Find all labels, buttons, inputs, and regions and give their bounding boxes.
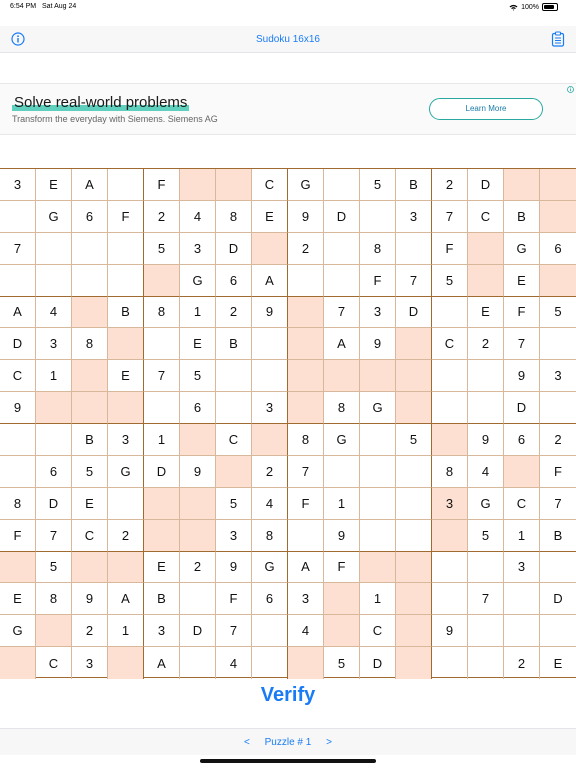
sudoku-cell[interactable]: E xyxy=(36,169,72,201)
sudoku-cell[interactable]: C xyxy=(468,201,504,233)
sudoku-cell[interactable]: F xyxy=(432,233,468,265)
sudoku-cell[interactable] xyxy=(396,360,432,392)
sudoku-cell[interactable] xyxy=(252,233,288,265)
sudoku-cell[interactable]: 4 xyxy=(252,488,288,520)
sudoku-cell[interactable] xyxy=(108,265,144,297)
sudoku-cell[interactable]: E xyxy=(180,328,216,360)
sudoku-cell[interactable]: 6 xyxy=(504,424,540,456)
sudoku-cell[interactable]: F xyxy=(216,583,252,615)
sudoku-cell[interactable]: 3 xyxy=(360,297,396,329)
sudoku-cell[interactable]: 5 xyxy=(540,297,576,329)
sudoku-cell[interactable]: 2 xyxy=(288,233,324,265)
sudoku-cell[interactable]: 4 xyxy=(216,647,252,679)
sudoku-cell[interactable] xyxy=(504,615,540,647)
sudoku-cell[interactable] xyxy=(36,424,72,456)
sudoku-cell[interactable] xyxy=(72,265,108,297)
sudoku-cell[interactable]: 2 xyxy=(144,201,180,233)
sudoku-cell[interactable]: 5 xyxy=(72,456,108,488)
sudoku-cell[interactable]: F xyxy=(144,169,180,201)
sudoku-cell[interactable] xyxy=(432,297,468,329)
sudoku-cell[interactable] xyxy=(432,424,468,456)
sudoku-cell[interactable]: 1 xyxy=(504,520,540,552)
sudoku-cell[interactable]: C xyxy=(504,488,540,520)
sudoku-cell[interactable] xyxy=(396,647,432,679)
sudoku-cell[interactable] xyxy=(396,520,432,552)
sudoku-cell[interactable]: 2 xyxy=(432,169,468,201)
sudoku-cell[interactable] xyxy=(180,488,216,520)
sudoku-cell[interactable]: A xyxy=(252,265,288,297)
sudoku-cell[interactable] xyxy=(180,169,216,201)
sudoku-cell[interactable] xyxy=(540,552,576,584)
sudoku-cell[interactable]: 1 xyxy=(360,583,396,615)
sudoku-cell[interactable] xyxy=(360,424,396,456)
battery-icon xyxy=(542,3,558,11)
sudoku-cell[interactable]: 2 xyxy=(540,424,576,456)
sudoku-cell[interactable]: 4 xyxy=(180,201,216,233)
sudoku-cell[interactable]: 9 xyxy=(504,360,540,392)
sudoku-cell[interactable] xyxy=(360,456,396,488)
sudoku-cell[interactable]: 7 xyxy=(0,233,36,265)
sudoku-cell[interactable]: E xyxy=(72,488,108,520)
sudoku-cell[interactable]: F xyxy=(324,552,360,584)
sudoku-cell[interactable] xyxy=(0,456,36,488)
sudoku-cell[interactable]: E xyxy=(0,583,36,615)
sudoku-cell[interactable] xyxy=(540,265,576,297)
sudoku-cell[interactable]: E xyxy=(553,655,563,671)
sudoku-cell[interactable] xyxy=(468,647,504,679)
sudoku-cell[interactable]: 5 xyxy=(216,488,252,520)
sudoku-cell[interactable] xyxy=(288,328,324,360)
sudoku-cell[interactable]: 9 xyxy=(432,615,468,647)
verify-button[interactable]: Verify xyxy=(260,684,316,706)
sudoku-cell[interactable] xyxy=(324,169,360,201)
sudoku-cell[interactable]: 3 xyxy=(432,488,468,520)
sudoku-cell[interactable] xyxy=(252,328,288,360)
sudoku-cell[interactable] xyxy=(396,233,432,265)
sudoku-cell[interactable]: E xyxy=(108,360,144,392)
sudoku-cell[interactable] xyxy=(216,456,252,488)
sudoku-cell[interactable]: D xyxy=(0,328,36,360)
ad-learn-more-button[interactable]: Learn More xyxy=(429,98,543,120)
sudoku-cell[interactable] xyxy=(288,360,324,392)
sudoku-cell[interactable]: D xyxy=(216,233,252,265)
sudoku-cell[interactable]: 3 xyxy=(252,392,288,424)
sudoku-cell[interactable]: 8 xyxy=(324,392,360,424)
sudoku-cell[interactable]: 9 xyxy=(0,392,36,424)
sudoku-cell[interactable] xyxy=(504,456,540,488)
status-bar xyxy=(0,0,576,14)
sudoku-cell[interactable]: F xyxy=(0,520,36,552)
sudoku-cell[interactable] xyxy=(324,456,360,488)
sudoku-cell[interactable]: 2 xyxy=(252,456,288,488)
sudoku-cell[interactable]: 5 xyxy=(180,360,216,392)
sudoku-cell[interactable]: 8 xyxy=(36,583,72,615)
sudoku-cell[interactable]: G xyxy=(252,552,288,584)
sudoku-cell[interactable]: 3 xyxy=(0,169,36,201)
sudoku-cell[interactable]: 8 xyxy=(0,488,36,520)
sudoku-cell[interactable]: C xyxy=(252,169,288,201)
sudoku-cell[interactable] xyxy=(72,392,108,424)
sudoku-cell[interactable]: 2 xyxy=(72,615,108,647)
sudoku-cell[interactable]: 5 xyxy=(432,265,468,297)
sudoku-cell[interactable]: 5 xyxy=(360,169,396,201)
sudoku-cell[interactable]: A xyxy=(72,169,108,201)
sudoku-cell[interactable] xyxy=(468,552,504,584)
sudoku-cell[interactable]: 3 xyxy=(396,201,432,233)
status-date: Sat Aug 24 xyxy=(42,3,77,10)
sudoku-cell[interactable]: 6 xyxy=(180,392,216,424)
sudoku-cell[interactable]: D xyxy=(504,392,540,424)
sudoku-cell[interactable] xyxy=(108,647,144,679)
status-right xyxy=(509,3,558,11)
sudoku-cell[interactable] xyxy=(216,392,252,424)
sudoku-cell[interactable]: D xyxy=(468,169,504,201)
sudoku-cell[interactable] xyxy=(180,520,216,552)
ad-subtitle: Transform the everyday with Siemens. Siemens AG xyxy=(12,114,218,124)
sudoku-cell[interactable] xyxy=(324,360,360,392)
sudoku-cell[interactable]: 5 xyxy=(324,647,360,679)
sudoku-cell[interactable]: C xyxy=(0,360,36,392)
sudoku-cell[interactable] xyxy=(288,265,324,297)
sudoku-cell[interactable]: D xyxy=(324,201,360,233)
sudoku-cell[interactable] xyxy=(288,392,324,424)
home-indicator xyxy=(200,759,376,763)
sudoku-cell[interactable] xyxy=(72,297,108,329)
sudoku-cell[interactable]: B xyxy=(72,424,108,456)
battery-percent: 100% xyxy=(521,3,539,11)
sudoku-cell[interactable] xyxy=(540,169,576,201)
sudoku-cell[interactable]: D xyxy=(36,488,72,520)
sudoku-cell[interactable] xyxy=(324,233,360,265)
sudoku-cell[interactable]: 5 xyxy=(36,552,72,584)
sudoku-cell[interactable] xyxy=(0,201,36,233)
sudoku-cell[interactable]: F xyxy=(108,201,144,233)
puzzle-nav xyxy=(0,737,576,748)
sudoku-cell[interactable]: F xyxy=(288,488,324,520)
sudoku-cell[interactable]: 3 xyxy=(180,233,216,265)
sudoku-cell[interactable] xyxy=(396,615,432,647)
sudoku-cell[interactable] xyxy=(108,233,144,265)
sudoku-cell[interactable]: 4 xyxy=(468,456,504,488)
sudoku-cell[interactable] xyxy=(108,488,144,520)
sudoku-cell[interactable]: C xyxy=(72,520,108,552)
sudoku-cell[interactable]: C xyxy=(36,647,72,679)
sudoku-cell[interactable] xyxy=(0,552,36,584)
sudoku-cell[interactable]: F xyxy=(540,456,576,488)
sudoku-cell[interactable]: 5 xyxy=(144,233,180,265)
sudoku-cell[interactable]: G xyxy=(0,615,36,647)
sudoku-cell[interactable] xyxy=(360,488,396,520)
sudoku-cell[interactable] xyxy=(0,647,36,679)
page-title: Sudoku 16x16 xyxy=(256,34,320,45)
sudoku-cell[interactable]: A xyxy=(288,552,324,584)
sudoku-cell[interactable] xyxy=(0,265,36,297)
sudoku-cell[interactable]: 9 xyxy=(288,201,324,233)
sudoku-cell[interactable] xyxy=(180,583,216,615)
wifi-icon xyxy=(509,4,518,11)
sudoku-cell[interactable]: 2 xyxy=(468,328,504,360)
sudoku-cell[interactable] xyxy=(324,265,360,297)
sudoku-cell[interactable] xyxy=(216,360,252,392)
sudoku-cell[interactable] xyxy=(396,328,432,360)
sudoku-cell[interactable]: G xyxy=(360,392,396,424)
sudoku-cell[interactable] xyxy=(396,392,432,424)
sudoku-cell[interactable]: C xyxy=(432,328,468,360)
sudoku-cell[interactable] xyxy=(144,328,180,360)
sudoku-cell[interactable] xyxy=(0,424,36,456)
sudoku-cell[interactable] xyxy=(360,201,396,233)
sudoku-cell[interactable]: G xyxy=(468,488,504,520)
sudoku-cell[interactable]: 7 xyxy=(324,297,360,329)
sudoku-cell[interactable] xyxy=(432,520,468,552)
sudoku-cell[interactable]: 9 xyxy=(324,520,360,552)
nav-bar xyxy=(0,26,576,53)
sudoku-cell[interactable] xyxy=(72,552,108,584)
sudoku-cell[interactable] xyxy=(504,169,540,201)
sudoku-cell[interactable]: 7 xyxy=(288,456,324,488)
sudoku-cell[interactable] xyxy=(360,360,396,392)
sudoku-cell[interactable]: 6 xyxy=(72,201,108,233)
sudoku-cell[interactable]: C xyxy=(216,424,252,456)
sudoku-cell[interactable]: 6 xyxy=(252,583,288,615)
sudoku-cell[interactable]: 3 xyxy=(216,520,252,552)
sudoku-cell[interactable]: 7 xyxy=(36,520,72,552)
sudoku-cell[interactable]: 3 xyxy=(540,360,576,392)
sudoku-cell[interactable] xyxy=(396,552,432,584)
sudoku-cell[interactable] xyxy=(540,201,576,233)
sudoku-cell[interactable] xyxy=(540,328,576,360)
sudoku-cell[interactable]: 6 xyxy=(216,265,252,297)
sudoku-grid xyxy=(0,168,576,678)
sudoku-cell[interactable]: E xyxy=(468,297,504,329)
sudoku-cell[interactable]: 3 xyxy=(144,615,180,647)
sudoku-cell[interactable] xyxy=(180,424,216,456)
sudoku-cell[interactable]: E xyxy=(252,201,288,233)
sudoku-cell[interactable]: 2 xyxy=(180,552,216,584)
sudoku-cell[interactable]: 3 xyxy=(72,647,108,679)
sudoku-cell[interactable] xyxy=(252,647,288,679)
sudoku-cell[interactable]: 6 xyxy=(36,456,72,488)
sudoku-cell[interactable]: G xyxy=(108,456,144,488)
sudoku-cell[interactable] xyxy=(144,265,180,297)
sudoku-cell[interactable]: F xyxy=(360,265,396,297)
sudoku-cell[interactable]: G xyxy=(504,233,540,265)
sudoku-cell[interactable]: 5 xyxy=(396,424,432,456)
sudoku-cell[interactable]: 2 xyxy=(216,297,252,329)
sudoku-cell[interactable]: 3 xyxy=(108,424,144,456)
sudoku-cell[interactable]: B xyxy=(108,297,144,329)
sudoku-cell[interactable]: 9 xyxy=(72,583,108,615)
ad-choices-icon[interactable] xyxy=(567,86,574,93)
sudoku-cell[interactable]: D xyxy=(396,297,432,329)
sudoku-cell[interactable]: G xyxy=(180,265,216,297)
sudoku-cell[interactable]: 6 xyxy=(540,233,576,265)
sudoku-cell[interactable]: 4 xyxy=(288,615,324,647)
sudoku-cell[interactable]: A xyxy=(324,328,360,360)
sudoku-cell[interactable]: 1 xyxy=(324,488,360,520)
sudoku-cell[interactable]: A xyxy=(0,297,36,329)
sudoku-cell[interactable] xyxy=(216,169,252,201)
sudoku-cell[interactable] xyxy=(288,297,324,329)
sudoku-cell[interactable]: D xyxy=(360,647,396,679)
sudoku-cell[interactable]: 8 xyxy=(216,201,252,233)
sudoku-cell[interactable] xyxy=(396,456,432,488)
sudoku-cell[interactable]: 7 xyxy=(216,615,252,647)
sudoku-cell[interactable]: A xyxy=(108,583,144,615)
sudoku-cell[interactable] xyxy=(144,488,180,520)
sudoku-cell[interactable] xyxy=(252,615,288,647)
sudoku-cell[interactable]: 2 xyxy=(108,520,144,552)
sudoku-cell[interactable]: A xyxy=(144,647,180,679)
sudoku-cell[interactable] xyxy=(468,615,504,647)
sudoku-cell[interactable] xyxy=(288,520,324,552)
sudoku-cell[interactable]: 8 xyxy=(288,424,324,456)
sudoku-cell[interactable] xyxy=(324,583,360,615)
sudoku-cell[interactable] xyxy=(108,169,144,201)
sudoku-cell[interactable]: 9 xyxy=(252,297,288,329)
ad-title: Solve real-world problems xyxy=(14,94,188,111)
sudoku-cell[interactable]: B xyxy=(144,583,180,615)
sudoku-cell[interactable]: E xyxy=(504,265,540,297)
sudoku-cell[interactable] xyxy=(144,520,180,552)
sudoku-cell[interactable]: 7 xyxy=(144,360,180,392)
sudoku-cell[interactable]: 1 xyxy=(180,297,216,329)
sudoku-cell[interactable] xyxy=(252,424,288,456)
sudoku-cell[interactable]: G xyxy=(36,201,72,233)
sudoku-cell[interactable] xyxy=(360,552,396,584)
bottom-bar xyxy=(0,728,576,755)
sudoku-cell[interactable]: 1 xyxy=(108,615,144,647)
sudoku-cell[interactable]: 7 xyxy=(396,265,432,297)
sudoku-cell[interactable]: B xyxy=(504,201,540,233)
sudoku-cell[interactable] xyxy=(108,328,144,360)
sudoku-cell[interactable]: 7 xyxy=(468,583,504,615)
sudoku-cell[interactable] xyxy=(540,392,576,424)
sudoku-cell[interactable] xyxy=(144,392,180,424)
sudoku-cell[interactable]: 4 xyxy=(36,297,72,329)
sudoku-cell[interactable] xyxy=(504,583,540,615)
sudoku-cell[interactable] xyxy=(432,360,468,392)
sudoku-cell[interactable] xyxy=(432,583,468,615)
sudoku-cell[interactable] xyxy=(36,265,72,297)
next-puzzle-button[interactable]: > xyxy=(326,737,332,748)
sudoku-cell[interactable] xyxy=(468,392,504,424)
sudoku-cell[interactable]: D xyxy=(180,615,216,647)
sudoku-cell[interactable]: 8 xyxy=(432,456,468,488)
sudoku-cell[interactable]: 7 xyxy=(540,488,576,520)
sudoku-cell[interactable]: 5 xyxy=(468,520,504,552)
sudoku-cell[interactable] xyxy=(72,360,108,392)
sudoku-cell[interactable] xyxy=(360,520,396,552)
sudoku-cell[interactable]: B xyxy=(540,520,576,552)
sudoku-cell[interactable] xyxy=(288,647,324,679)
sudoku-cell[interactable]: 3 xyxy=(288,583,324,615)
sudoku-cell[interactable] xyxy=(108,552,144,584)
sudoku-cell[interactable] xyxy=(36,615,72,647)
sudoku-cell[interactable] xyxy=(432,392,468,424)
sudoku-cell[interactable] xyxy=(432,552,468,584)
sudoku-cell[interactable]: 8 xyxy=(252,520,288,552)
sudoku-cell[interactable] xyxy=(72,233,108,265)
puzzle-label: Puzzle # 1 xyxy=(264,737,312,748)
sudoku-cell[interactable]: B xyxy=(216,328,252,360)
sudoku-cell[interactable] xyxy=(36,392,72,424)
sudoku-cell[interactable] xyxy=(108,392,144,424)
sudoku-cell[interactable]: 7 xyxy=(504,328,540,360)
sudoku-cell[interactable]: 9 xyxy=(468,424,504,456)
sudoku-cell[interactable]: 8 xyxy=(144,297,180,329)
sudoku-cell[interactable]: C xyxy=(360,615,396,647)
sudoku-cell[interactable]: 2 xyxy=(504,647,540,679)
sudoku-cell[interactable] xyxy=(180,647,216,679)
sudoku-cell[interactable] xyxy=(324,615,360,647)
sudoku-cell[interactable]: F xyxy=(504,297,540,329)
sudoku-cell[interactable]: 1 xyxy=(144,424,180,456)
sudoku-cell[interactable]: 7 xyxy=(432,201,468,233)
sudoku-cell[interactable]: 1 xyxy=(36,360,72,392)
sudoku-cell[interactable] xyxy=(252,360,288,392)
sudoku-cell[interactable]: 3 xyxy=(504,552,540,584)
sudoku-cell[interactable]: 9 xyxy=(180,456,216,488)
sudoku-cell[interactable]: D xyxy=(144,456,180,488)
sudoku-cell[interactable] xyxy=(468,265,504,297)
sudoku-cell[interactable]: 8 xyxy=(360,233,396,265)
sudoku-cell[interactable]: D xyxy=(540,583,576,615)
sudoku-cell[interactable]: E xyxy=(144,552,180,584)
sudoku-cell[interactable]: G xyxy=(324,424,360,456)
sudoku-cell[interactable] xyxy=(432,647,468,679)
sudoku-cell[interactable]: 8 xyxy=(72,328,108,360)
status-time: 6:54 PM xyxy=(10,3,37,10)
sudoku-cell[interactable]: B xyxy=(396,169,432,201)
sudoku-cell[interactable]: 9 xyxy=(360,328,396,360)
sudoku-cell[interactable]: 3 xyxy=(36,328,72,360)
sudoku-cell[interactable] xyxy=(468,360,504,392)
sudoku-cell[interactable]: G xyxy=(288,169,324,201)
previous-puzzle-button[interactable]: < xyxy=(244,737,250,748)
sudoku-cell[interactable] xyxy=(540,615,576,647)
sudoku-cell[interactable] xyxy=(36,233,72,265)
sudoku-cell[interactable] xyxy=(468,233,504,265)
sudoku-cell[interactable] xyxy=(396,583,432,615)
sudoku-cell[interactable]: 9 xyxy=(216,552,252,584)
clipboard-icon[interactable] xyxy=(551,31,565,47)
sudoku-cell[interactable] xyxy=(396,488,432,520)
